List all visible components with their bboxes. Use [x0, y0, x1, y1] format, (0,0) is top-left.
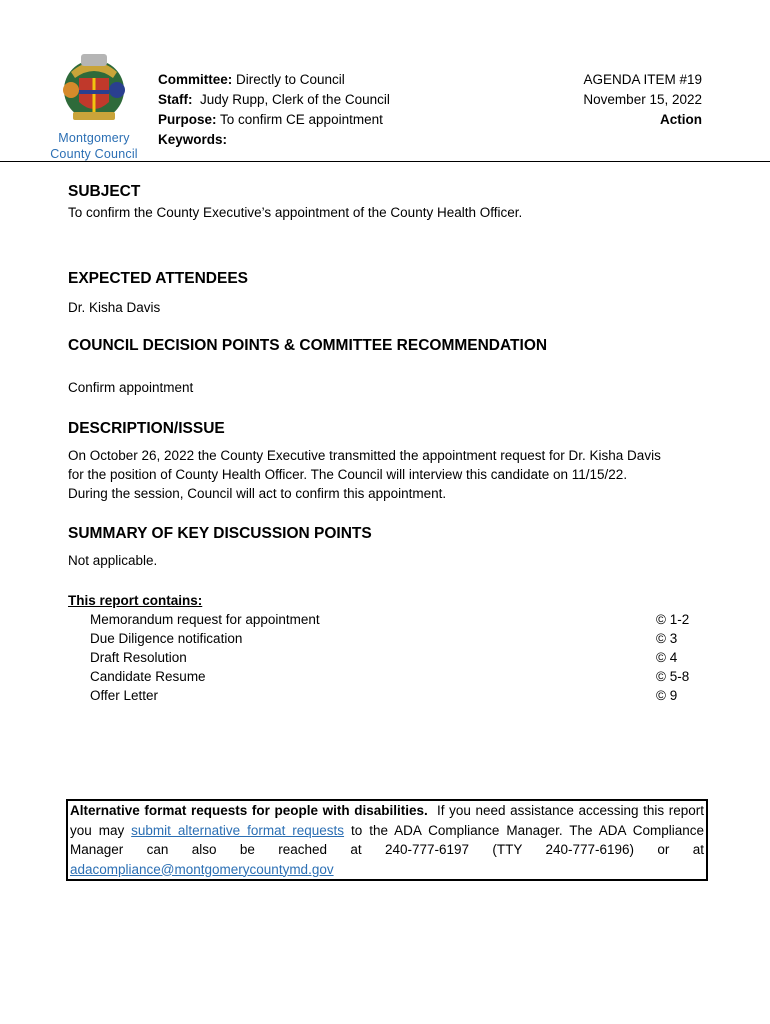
contents-item-page: © 9 [656, 688, 678, 703]
contents-item-page: © 4 [656, 650, 678, 665]
summary-heading: SUMMARY OF KEY DISCUSSION POINTS [68, 525, 372, 542]
summary-text: Not applicable. [68, 553, 158, 568]
notice-text-1: If you need assistance accessing this report you may [70, 803, 708, 838]
description-line-3: During the session, Council will act to confirm this appointment. [68, 486, 447, 501]
agenda-date: November 15, 2022 [583, 92, 702, 107]
report-contents-list [68, 610, 694, 705]
contents-item-page: © 3 [656, 631, 678, 646]
county-seal-icon [51, 44, 137, 130]
report-contents-title: This report contains: [68, 593, 203, 608]
report-contents-item [68, 648, 694, 667]
decision-heading: COUNCIL DECISION POINTS & COMMITTEE RECOMMENDATION [68, 337, 548, 354]
attendees-section [68, 269, 708, 317]
agenda-type: Action [660, 112, 702, 127]
contents-item-page: © 1-2 [656, 612, 690, 627]
purpose-value: To confirm CE appointment [216, 112, 383, 127]
committee-label: Committee: [158, 72, 233, 87]
report-contents-item [68, 629, 694, 648]
subject-text: To confirm the County Executive’s appointment of the County Health Officer. [68, 205, 523, 220]
contents-item-label: Candidate Resume [90, 669, 206, 684]
summary-section [68, 524, 708, 570]
committee-value: Directly to Council [232, 72, 345, 87]
agenda-item-number: AGENDA ITEM #19 [583, 72, 702, 87]
keywords-line [158, 130, 390, 150]
memo-meta [158, 70, 390, 150]
staff-value: Judy Rupp, Clerk of the Council [192, 92, 390, 107]
keywords-label: Keywords: [158, 132, 228, 147]
logo-name-line1: Montgomery [58, 131, 130, 145]
attendees-text: Dr. Kisha Davis [68, 300, 161, 315]
subject-heading: SUBJECT [68, 183, 141, 200]
header-divider [0, 161, 770, 162]
contents-item-label: Draft Resolution [90, 650, 187, 665]
logo-name-line2: County Council [50, 147, 138, 161]
contents-item-label: Memorandum request for appointment [90, 612, 320, 627]
description-line-2: for the position of County Health Officer. The Council will interview this candidate on 11/15/22. [68, 467, 628, 482]
purpose-label: Purpose: [158, 112, 217, 127]
notice-bold-text: Alternative format requests for people with disabilities. [70, 803, 428, 818]
description-heading: DESCRIPTION/ISSUE [68, 420, 225, 437]
council-logo [44, 44, 144, 162]
report-contents-item [68, 686, 694, 705]
staff-label: Staff: [158, 92, 193, 107]
decision-section [68, 336, 708, 397]
staff-line [158, 90, 390, 110]
purpose-line [158, 110, 390, 130]
subject-section [68, 182, 708, 222]
ada-email-link[interactable]: adacompliance@montgomerycountymd.gov [70, 861, 334, 877]
description-line-1: On October 26, 2022 the County Executive transmitted the appointment request for Dr. Kisha Davis [68, 448, 661, 463]
agenda-info [583, 70, 702, 130]
report-contents-item [68, 667, 694, 686]
alternative-format-link[interactable]: submit alternative format requests [131, 822, 345, 838]
contents-item-label: Due Diligence notification [90, 631, 243, 646]
attendees-heading: EXPECTED ATTENDEES [68, 270, 248, 287]
contents-item-label: Offer Letter [90, 688, 159, 703]
contents-item-page: © 5-8 [656, 669, 690, 684]
description-section [68, 419, 708, 503]
report-contents-item [68, 610, 694, 629]
committee-line [158, 70, 390, 90]
report-contents [68, 591, 694, 705]
notice-text-2: to the ADA Compliance Manager. The ADA Compliance Manager can also be reached at 240-777-6197 (TTY 240-777-6196) or at [70, 822, 704, 857]
accessibility-notice [66, 799, 708, 881]
decision-text: Confirm appointment [68, 380, 194, 395]
